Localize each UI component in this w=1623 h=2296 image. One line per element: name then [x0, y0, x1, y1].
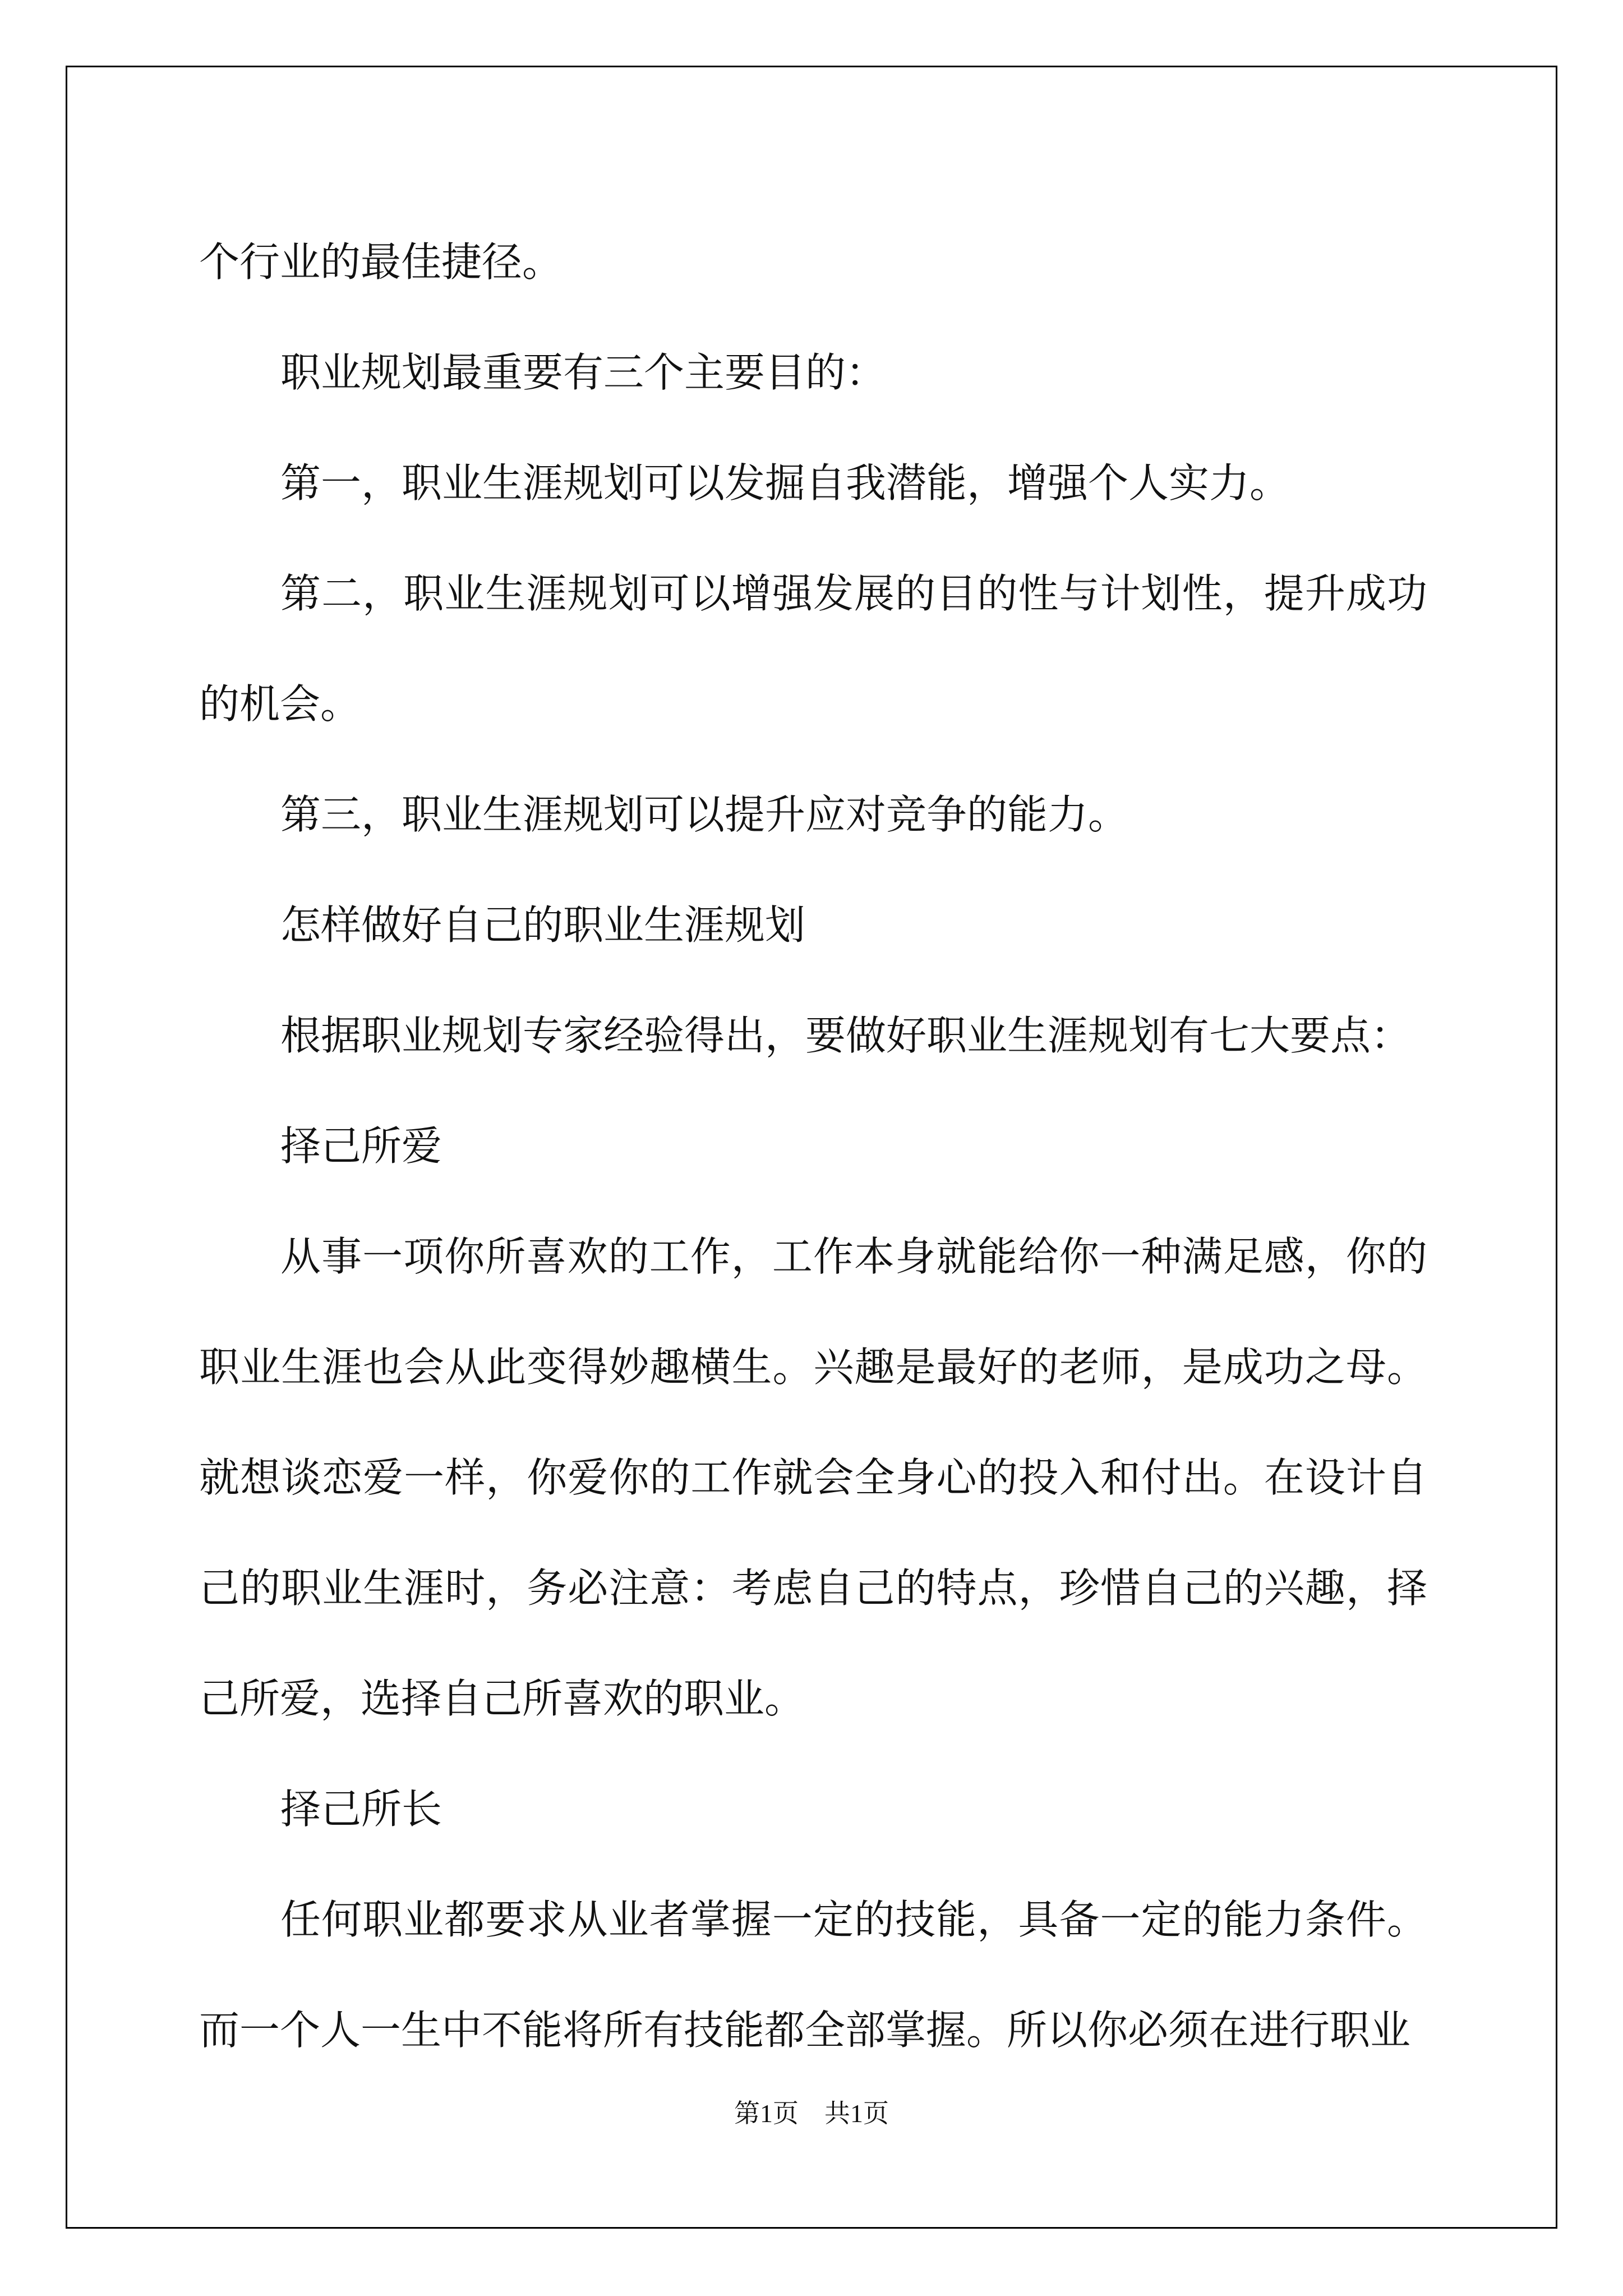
page-footer: 第1页 共1页 [734, 2099, 889, 2128]
paragraph-4: 第二，职业生涯规划可以增强发展的目的性与计划性，提升成功的机会。 [199, 570, 1427, 728]
paragraph-11: 任何职业都要求从业者掌握一定的技能，具备一定的能力条件。而一个人一生中不能将所有技能都全部掌握。所以你必须在进行职业 [199, 1896, 1427, 2054]
subheading-choose-your-strengths: 择己所长 [280, 1786, 442, 1833]
paragraph-3: 第一，职业生涯规划可以发掘自我潜能，增强个人实力。 [280, 459, 1290, 507]
paragraph-7: 根据职业规划专家经验得出，要做好职业生涯规划有七大要点： [280, 1012, 1412, 1059]
paragraph-9: 从事一项你所喜欢的工作，工作本身就能给你一种满足感，你的职业生涯也会从此变得妙趣横生。兴趣是最好的老师，是成功之母。就想谈恋爱一样，你爱你的工作就会全身心的投入和付出。在设计自己的职业生涯时，务必注意：考虑自己的特点，珍惜自己的兴趣，择己所爱，选择自己所喜欢的职业。 [199, 1233, 1427, 1722]
paragraph-2: 职业规划最重要有三个主要目的： [280, 349, 887, 396]
paragraph-5: 第三，职业生涯规划可以提升应对竞争的能力。 [280, 791, 1129, 838]
subheading-choose-what-you-love: 择己所爱 [280, 1122, 442, 1170]
paragraph-1: 个行业的最佳捷径。 [199, 238, 563, 286]
document-body [199, 207, 1427, 2086]
section-heading-planning: 怎样做好自己的职业生涯规划 [280, 901, 806, 949]
